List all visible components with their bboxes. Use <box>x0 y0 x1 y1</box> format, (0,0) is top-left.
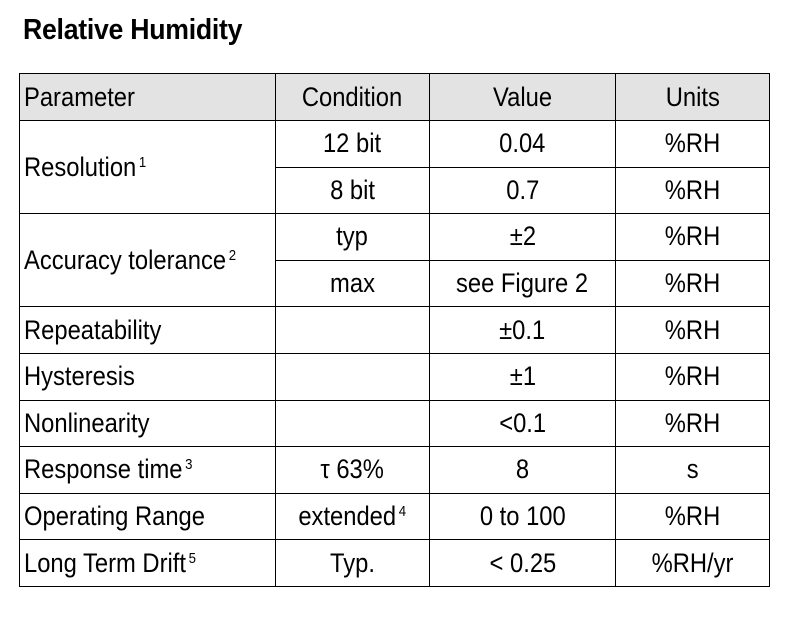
footnote-ref: 2 <box>228 246 237 264</box>
condition-cell: typ <box>276 214 430 261</box>
parameter-cell: Repeatability <box>20 307 276 354</box>
condition-cell: 8 bit <box>276 167 430 214</box>
parameter-cell: Response time $^3$ <box>20 447 276 494</box>
units-cell: %RH <box>616 214 770 261</box>
parameter-cell: Nonlinearity <box>20 400 276 447</box>
value-cell: ±1 <box>430 353 616 400</box>
table-row <box>20 121 770 168</box>
table-row <box>20 400 770 447</box>
units-cell: s <box>616 447 770 494</box>
table-row <box>20 353 770 400</box>
units-cell: %RH <box>616 493 770 540</box>
condition-cell: τ 63% <box>276 447 430 494</box>
table-row <box>20 447 770 494</box>
value-cell: 0.04 <box>430 121 616 168</box>
value-cell: ±0.1 <box>430 307 616 354</box>
units-cell: %RH <box>616 307 770 354</box>
parameter-cell: Accuracy tolerance $^2$ <box>20 214 276 307</box>
relative-humidity-table <box>19 73 770 587</box>
footnote-ref: 5 <box>188 549 196 567</box>
value-cell: ±2 <box>430 214 616 261</box>
units-cell: %RH <box>616 400 770 447</box>
header-value: Value <box>430 74 616 121</box>
condition-cell <box>276 400 430 447</box>
footnote-ref: 4 <box>399 503 407 521</box>
value-cell: <0.1 <box>430 400 616 447</box>
value-cell: see Figure 2 <box>430 260 616 307</box>
value-cell: 0 to 100 <box>430 493 616 540</box>
table-row <box>20 214 770 261</box>
footnote-ref: 3 <box>185 456 193 474</box>
units-cell: %RH <box>616 353 770 400</box>
value-cell: < 0.25 <box>430 540 616 587</box>
table-row <box>20 307 770 354</box>
table-header-row <box>20 74 770 121</box>
page-title: Relative Humidity <box>23 14 243 46</box>
parameter-cell: Operating Range <box>20 493 276 540</box>
units-cell: %RH <box>616 167 770 214</box>
value-cell: 0.7 <box>430 167 616 214</box>
units-cell: %RH <box>616 260 770 307</box>
parameter-cell: Resolution $^1$ <box>20 121 276 214</box>
condition-cell: 12 bit <box>276 121 430 168</box>
parameter-cell: Long Term Drift $^5$ <box>20 540 276 587</box>
footnote-ref: 1 <box>138 153 147 171</box>
units-cell: %RH <box>616 121 770 168</box>
header-units: Units <box>616 74 770 121</box>
condition-cell: extended $^4$ <box>276 493 430 540</box>
header-parameter: Parameter <box>20 74 276 121</box>
condition-cell: max <box>276 260 430 307</box>
condition-cell <box>276 307 430 354</box>
condition-cell: Typ. <box>276 540 430 587</box>
table-row <box>20 493 770 540</box>
parameter-cell: Hysteresis <box>20 353 276 400</box>
table-row <box>20 540 770 587</box>
value-cell: 8 <box>430 447 616 494</box>
header-condition: Condition <box>276 74 430 121</box>
units-cell: %RH/yr <box>616 540 770 587</box>
condition-cell <box>276 353 430 400</box>
